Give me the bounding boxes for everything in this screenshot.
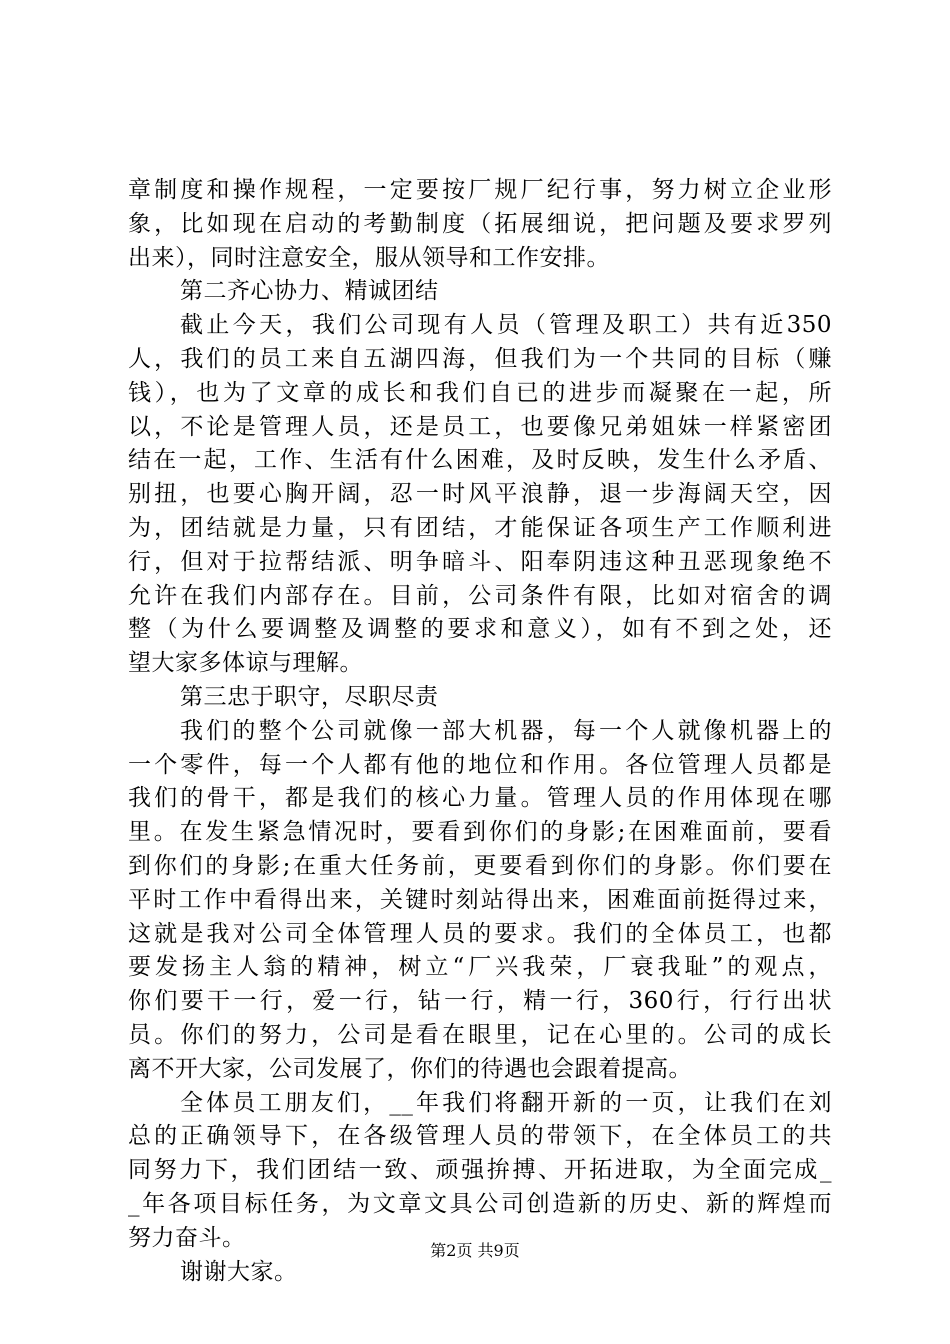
text-line: 同努力下，我们团结一致、顽强拚搏、开拓进取，为全面完成_ [128,1157,832,1184]
text-line: 努力奋斗。 [128,1224,246,1251]
text-line: 第二齐心协力、精诚团结 [180,278,439,305]
text-line: 截止今天，我们公司现有人员（管理及职工）共有近350 [180,312,832,339]
text-line: 以，不论是管理人员，还是员工，也要像兄弟姐妹一样紧密团 [128,413,832,440]
text-line: 结在一起，工作、生活有什么困难，及时反映，发生什么矛盾、 [128,447,832,474]
text-line: 出来），同时注意安全，服从领导和工作安排。 [128,244,610,271]
text-line: 员。你们的努力，公司是看在眼里，记在心里的。公司的成长 [128,1021,832,1048]
text-line: 允许在我们内部存在。目前，公司条件有限，比如对宿舍的调 [128,582,832,609]
text-line: 平时工作中看得出来，关键时刻站得出来，困难面前挺得过来， [128,886,832,913]
text-line: 到你们的身影;在重大任务前，更要看到你们的身影。你们要在 [128,852,832,879]
text-line: 总的正确领导下，在各级管理人员的带领下，在全体员工的共 [128,1123,832,1150]
text-line: 行，但对于拉帮结派、明争暗斗、阳奉阴违这种丑恶现象绝不 [128,548,832,575]
text-line: 我们的整个公司就像一部大机器，每一个人就像机器上的 [180,717,832,744]
text-line: 里。在发生紧急情况时，要看到你们的身影;在困难面前，要看 [128,819,832,846]
text-line: 离不开大家，公司发展了，你们的待遇也会跟着提高。 [128,1055,692,1082]
text-line: 人，我们的员工来自五湖四海，但我们为一个共同的目标（赚 [128,345,832,372]
text-line: 整（为什么要调整及调整的要求和意义），如有不到之处，还 [128,616,832,643]
text-line: 谢谢大家。 [180,1258,298,1285]
text-line: 望大家多体谅与理解。 [128,650,363,677]
text-line: 这就是我对公司全体管理人员的要求。我们的全体员工，也都 [128,920,832,947]
text-line: 一个零件，每一个人都有他的地位和作用。各位管理人员都是 [128,751,832,778]
text-line: 你们要干一行，爱一行，钻一行，精一行，360行，行行出状 [128,988,832,1015]
text-line: 我们的骨干，都是我们的核心力量。管理人员的作用体现在哪 [128,785,832,812]
text-line: _年各项目标任务，为文章文具公司创造新的历史、新的辉煌而 [128,1190,832,1217]
document-body [128,174,832,1289]
text-line: 象，比如现在启动的考勤制度（拓展细说，把问题及要求罗列 [128,210,832,237]
text-line: 第三忠于职守，尽职尽责 [180,683,439,710]
text-line: 全体员工朋友们，__年我们将翻开新的一页，让我们在刘 [180,1089,832,1116]
text-line: 章制度和操作规程，一定要按厂规厂纪行事，努力树立企业形 [128,177,832,203]
text-line: 要发扬主人翁的精神，树立“厂兴我荣，厂衰我耻”的观点， [128,954,832,981]
text-line: 钱），也为了文章的成长和我们自已的进步而凝聚在一起，所 [128,379,832,406]
text-line: 别扭，也要心胸开阔，忍一时风平浪静，退一步海阔天空，因 [128,481,832,508]
text-line: 为，团结就是力量，只有团结，才能保证各项生产工作顺利进 [128,514,832,541]
page-footer: 第2页 共9页 [430,1241,520,1260]
